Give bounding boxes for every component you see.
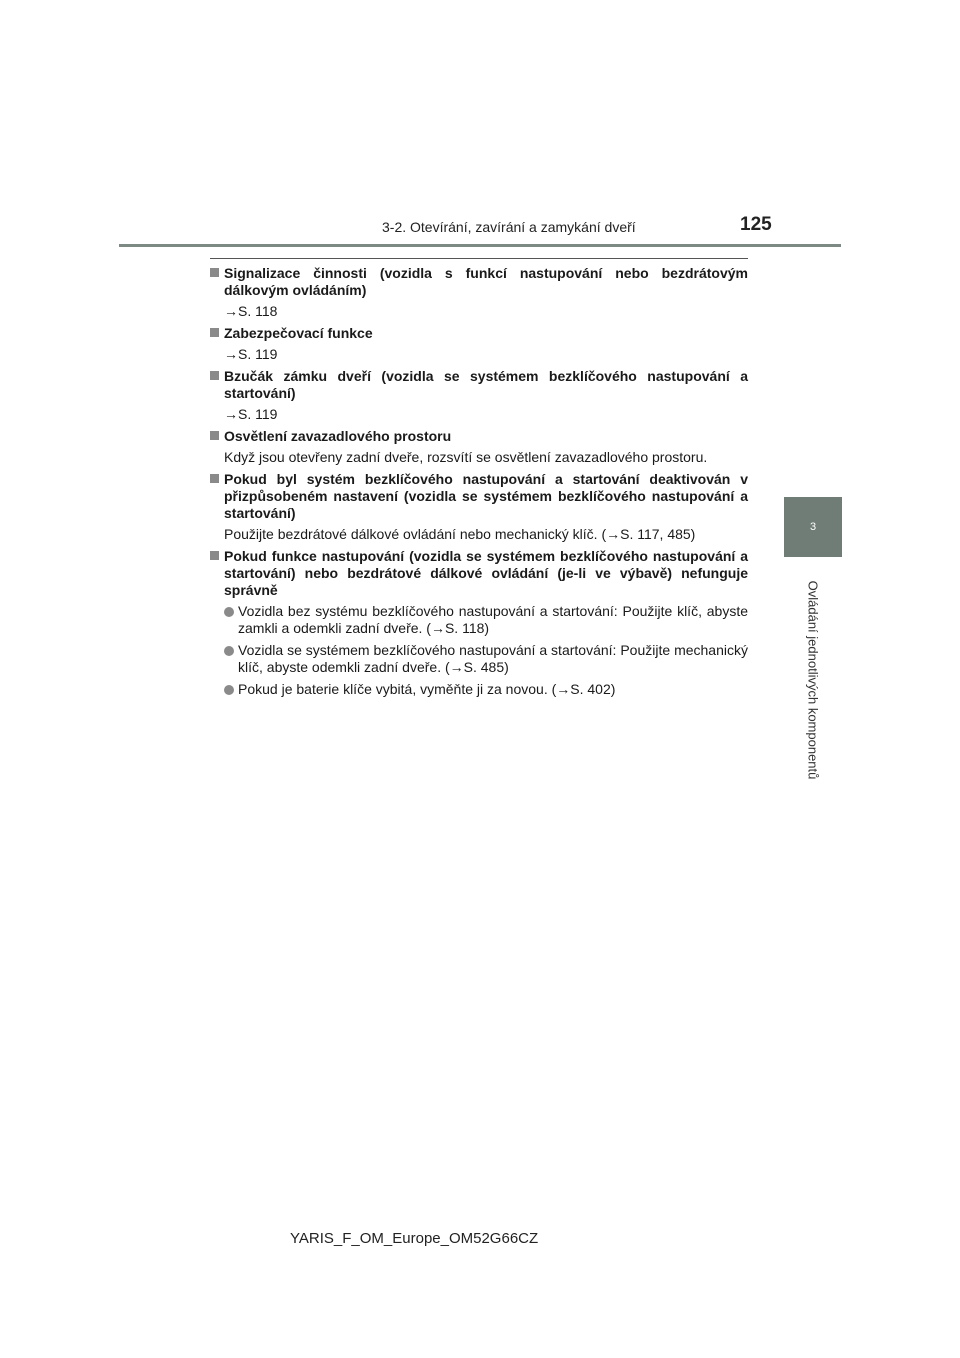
- heading-text: Signalizace činnosti (vozidla s funkcí nastupování nebo bezdrátovým dálkovým ovládáním): [224, 265, 748, 298]
- square-bullet-icon: [210, 268, 219, 277]
- bullet-item: [210, 642, 748, 676]
- heading: [210, 368, 748, 402]
- content: [210, 265, 748, 703]
- square-bullet-icon: [210, 551, 219, 560]
- square-bullet-icon: [210, 474, 219, 483]
- heading: [210, 548, 748, 599]
- square-bullet-icon: [210, 328, 219, 337]
- heading: [210, 428, 748, 445]
- section-rule: [210, 258, 748, 259]
- heading-text: Pokud funkce nastupování (vozidla se systémem bezklíčového nastupování a startování) nebo bezdrátové dálkové ovládání (je-li ve výbavě) nefunguje správně: [224, 548, 748, 598]
- heading: [210, 265, 748, 299]
- bullet-text: Pokud je baterie klíče vybitá, vyměňte ji za novou. (→S. 402): [238, 681, 616, 697]
- heading-text: Osvětlení zavazadlového prostoru: [224, 428, 452, 444]
- body-text: Použijte bezdrátové dálkové ovládání nebo mechanický klíč. (→S. 117, 485): [224, 526, 696, 542]
- bullet-text: Vozidla se systémem bezklíčového nastupování a startování: Použijte mechanický klíč, abyste odemkli zadní dveře. (→S. 485): [238, 642, 748, 675]
- header-section-title: 3-2. Otevírání, zavírání a zamykání dveří: [382, 219, 636, 235]
- heading-text: Bzučák zámku dveří (vozidla se systémem bezklíčového nastupování a startování): [224, 368, 748, 401]
- page-number: 125: [740, 214, 772, 235]
- chapter-label: Ovládání jednotlivých komponentů: [805, 580, 821, 780]
- footer-document-code: YARIS_F_OM_Europe_OM52G66CZ: [290, 1230, 539, 1247]
- chapter-number: 3: [809, 521, 817, 533]
- header-rule: [119, 244, 841, 247]
- reference-link[interactable]: →S. 118: [224, 303, 278, 319]
- circle-bullet-icon: [224, 607, 234, 617]
- chapter-tab[interactable]: [784, 497, 842, 557]
- bullet-item: [210, 603, 748, 637]
- heading: [210, 471, 748, 522]
- reference-link[interactable]: →S. 119: [224, 406, 278, 422]
- heading: [210, 325, 748, 342]
- circle-bullet-icon: [224, 685, 234, 695]
- bullet-item: [210, 681, 748, 698]
- square-bullet-icon: [210, 371, 219, 380]
- heading-text: Zabezpečovací funkce: [224, 325, 373, 341]
- square-bullet-icon: [210, 431, 219, 440]
- body-text: Když jsou otevřeny zadní dveře, rozsvítí se osvětlení zavazadlového prostoru.: [224, 449, 708, 465]
- circle-bullet-icon: [224, 646, 234, 656]
- heading-text: Pokud byl systém bezklíčového nastupování a startování deaktivován v přizpůsobeném nastavení (vozidla se systémem bezklíčového nastupování a startování): [224, 471, 748, 521]
- bullet-text: Vozidla bez systému bezklíčového nastupování a startování: Použijte klíč, abyste zamkli a odemkli zadní dveře. (→S. 118): [238, 603, 748, 636]
- reference-link[interactable]: →S. 119: [224, 346, 278, 362]
